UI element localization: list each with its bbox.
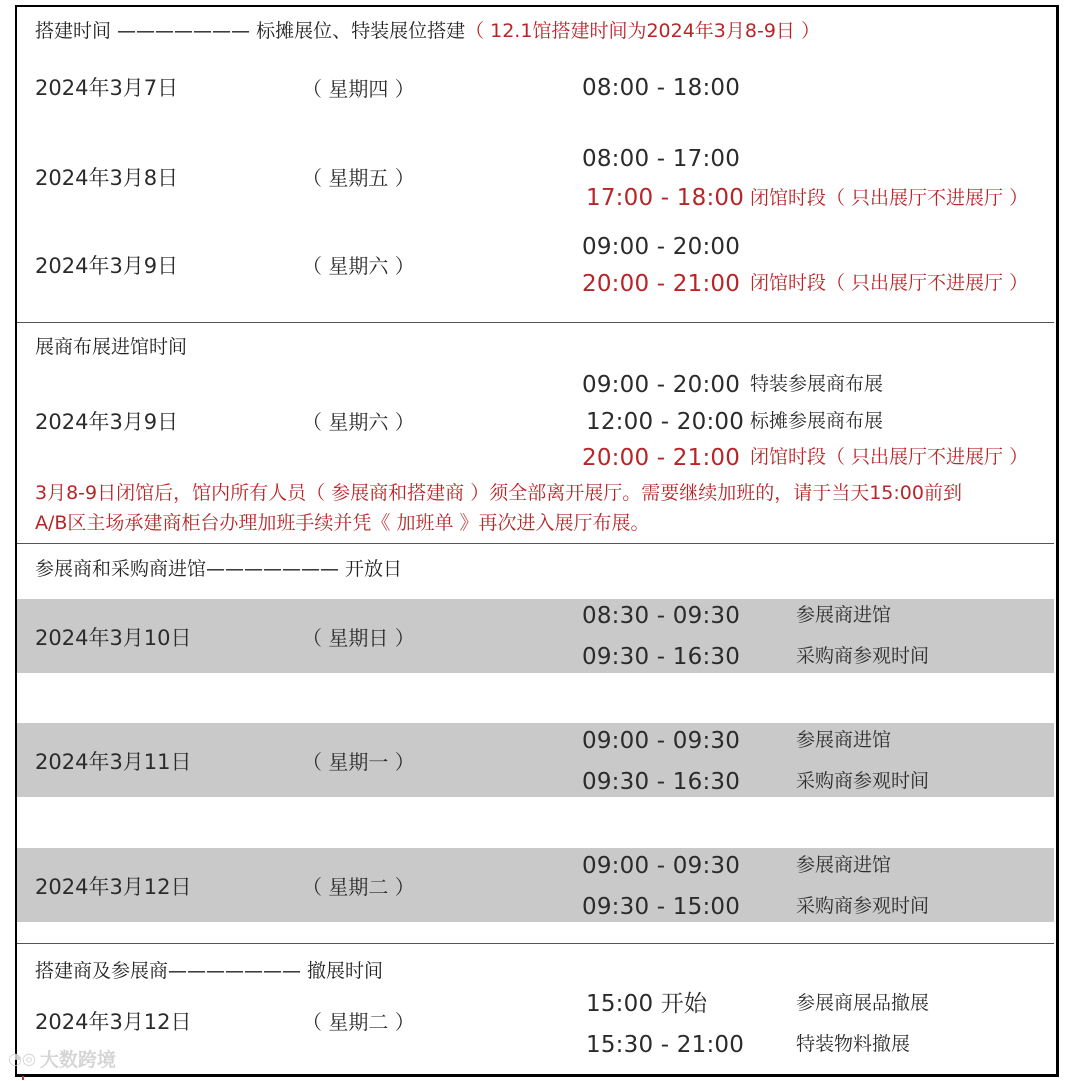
s3-row1-time1: 08:30 - 09:30 xyxy=(582,603,741,629)
section-divider xyxy=(17,543,1054,544)
s1-row3-time1: 09:00 - 20:00 xyxy=(582,234,741,260)
s3-row2-desc1: 参展商进馆 xyxy=(796,729,892,751)
s1-row1-time: 08:00 - 18:00 xyxy=(582,75,741,101)
s2-note-line2: A/B区主场承建商柜台办理加班手续并凭《 加班单 》再次进入展厅布展。 xyxy=(35,512,650,534)
section-divider xyxy=(17,943,1054,944)
s3-row2-weekday: （ 星期一 ） xyxy=(302,750,415,774)
s1-row3-weekday: （ 星期六 ） xyxy=(302,254,415,278)
s3-row2-time1: 09:00 - 09:30 xyxy=(582,728,741,754)
s1-row3-desc2: 闭馆时段（ 只出展厅不进展厅 ） xyxy=(750,272,1029,294)
section-divider xyxy=(17,322,1054,323)
s2-weekday: （ 星期六 ） xyxy=(302,410,415,434)
s1-row2-weekday: （ 星期五 ） xyxy=(302,166,415,190)
section1-title xyxy=(35,22,820,41)
s1-row3-time2: 20:00 - 21:00 xyxy=(582,271,741,297)
red-tick-mark xyxy=(22,1076,24,1080)
s2-item3-time: 20:00 - 21:00 xyxy=(582,445,741,471)
watermark-text: 大数跨境 xyxy=(39,1048,116,1071)
s4-item1-time: 15:00 开始 xyxy=(586,991,708,1017)
s3-row2-date: 2024年3月11日 xyxy=(35,750,192,774)
s2-item1-time: 09:00 - 20:00 xyxy=(582,372,741,398)
s3-row3-time2: 09:30 - 15:00 xyxy=(582,894,741,920)
s3-row3-desc1: 参展商进馆 xyxy=(796,854,892,876)
s2-item2-desc: 标摊参展商布展 xyxy=(750,410,884,432)
s3-row2-time2: 09:30 - 16:30 xyxy=(582,769,741,795)
s4-item1-desc: 参展商展品撤展 xyxy=(796,992,930,1014)
s1-row2-time1: 08:00 - 17:00 xyxy=(582,146,741,172)
s1-row3-date: 2024年3月9日 xyxy=(35,254,179,278)
s3-row2-desc2: 采购商参观时间 xyxy=(796,770,930,792)
s3-row3-date: 2024年3月12日 xyxy=(35,875,192,899)
s3-row3-weekday: （ 星期二 ） xyxy=(302,875,415,899)
logo-icon: ◔◎ xyxy=(8,1048,36,1068)
s4-item2-time: 15:30 - 21:00 xyxy=(586,1032,745,1058)
s3-row3-desc2: 采购商参观时间 xyxy=(796,895,930,917)
section4-title: 搭建商及参展商——————— 撤展时间 xyxy=(35,960,384,982)
s1-row1-date: 2024年3月7日 xyxy=(35,76,179,100)
s3-row1-desc1: 参展商进馆 xyxy=(796,604,892,626)
s2-note-line1: 3月8-9日闭馆后，馆内所有人员（ 参展商和搭建商 ）须全部离开展厅。需要继续加班的，请于当天15:00前到 xyxy=(35,482,962,504)
s3-row1-desc2: 采购商参观时间 xyxy=(796,645,930,667)
s2-item2-time: 12:00 - 20:00 xyxy=(586,409,745,435)
s2-item3-desc: 闭馆时段（ 只出展厅不进展厅 ） xyxy=(750,446,1029,468)
s2-item1-desc: 特装参展商布展 xyxy=(750,373,884,395)
s1-row2-date: 2024年3月8日 xyxy=(35,166,179,190)
s1-row1-weekday: （ 星期四 ） xyxy=(302,77,415,101)
section3-title: 参展商和采购商进馆——————— 开放日 xyxy=(35,558,403,580)
section1-title-text: 搭建时间 ——————— 标摊展位、特装展位搭建 xyxy=(35,20,466,42)
section1-title-note: （ 12.1馆搭建时间为2024年3月8-9日 ） xyxy=(465,20,820,42)
watermark xyxy=(8,1046,116,1070)
s4-item2-desc: 特装物料撤展 xyxy=(796,1033,911,1055)
s4-date: 2024年3月12日 xyxy=(35,1010,192,1034)
s4-weekday: （ 星期二 ） xyxy=(302,1010,415,1034)
section2-title: 展商布展进馆时间 xyxy=(35,336,188,358)
s3-row1-date: 2024年3月10日 xyxy=(35,626,192,650)
s1-row2-time2: 17:00 - 18:00 xyxy=(586,185,745,211)
s1-row2-desc2: 闭馆时段（ 只出展厅不进展厅 ） xyxy=(750,187,1029,209)
s3-row3-time1: 09:00 - 09:30 xyxy=(582,853,741,879)
s3-row1-weekday: （ 星期日 ） xyxy=(302,626,415,650)
s2-date: 2024年3月9日 xyxy=(35,410,179,434)
s3-row1-time2: 09:30 - 16:30 xyxy=(582,644,741,670)
